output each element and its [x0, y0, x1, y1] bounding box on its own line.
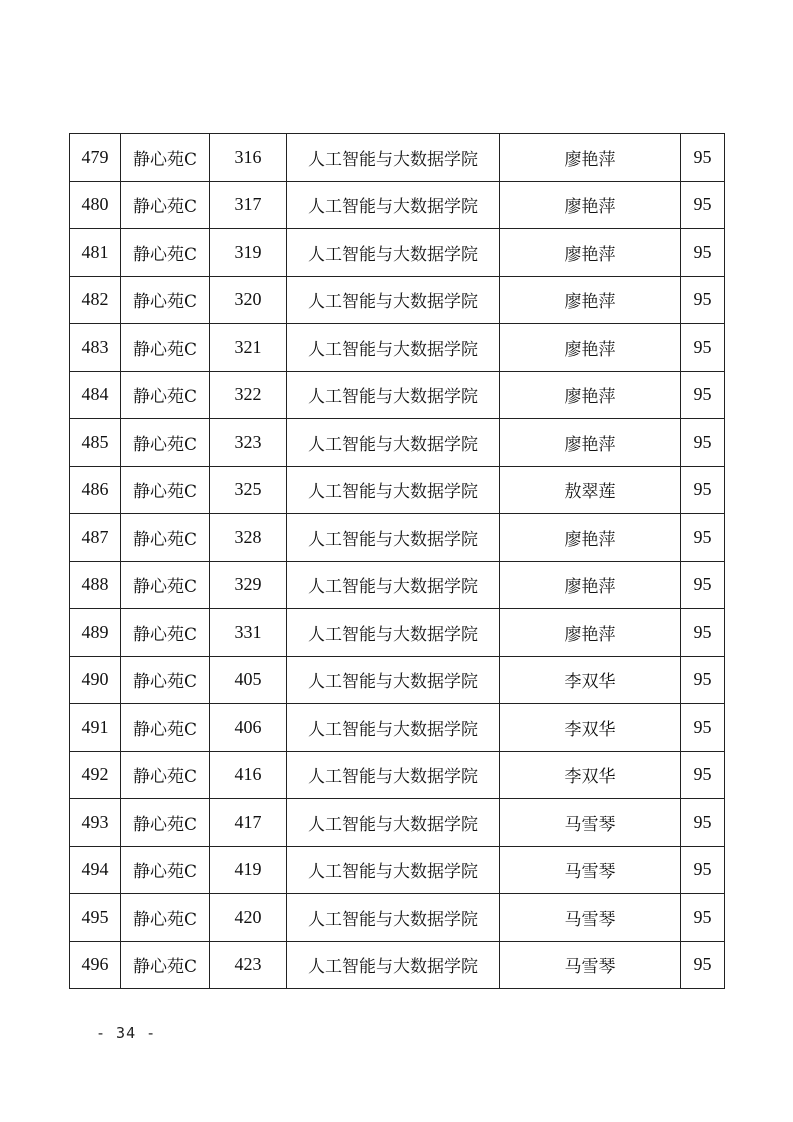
table-row: [70, 609, 725, 657]
counselor-cell: 马雪琴: [500, 941, 681, 989]
room-cell: 417: [210, 799, 287, 847]
score-cell: 95: [681, 561, 725, 609]
counselor-cell: 廖艳萍: [500, 229, 681, 277]
room-cell: 416: [210, 751, 287, 799]
row-number-cell: 494: [70, 846, 121, 894]
building-cell: 静心苑C: [121, 894, 210, 942]
room-cell: 406: [210, 704, 287, 752]
college-cell: 人工智能与大数据学院: [287, 609, 500, 657]
row-number-cell: 483: [70, 324, 121, 372]
building-cell: 静心苑C: [121, 846, 210, 894]
table-row: [70, 704, 725, 752]
college-cell: 人工智能与大数据学院: [287, 846, 500, 894]
room-cell: 316: [210, 134, 287, 182]
row-number-cell: 492: [70, 751, 121, 799]
score-cell: 95: [681, 609, 725, 657]
table-row: [70, 894, 725, 942]
counselor-cell: 廖艳萍: [500, 134, 681, 182]
table-row: [70, 371, 725, 419]
room-cell: 423: [210, 941, 287, 989]
college-cell: 人工智能与大数据学院: [287, 229, 500, 277]
room-cell: 321: [210, 324, 287, 372]
table-row: [70, 324, 725, 372]
counselor-cell: 廖艳萍: [500, 371, 681, 419]
score-cell: 95: [681, 134, 725, 182]
counselor-cell: 马雪琴: [500, 799, 681, 847]
room-cell: 331: [210, 609, 287, 657]
room-cell: 322: [210, 371, 287, 419]
score-cell: 95: [681, 941, 725, 989]
counselor-cell: 李双华: [500, 751, 681, 799]
score-cell: 95: [681, 229, 725, 277]
dormitory-score-table: [69, 133, 725, 989]
row-number-cell: 490: [70, 656, 121, 704]
building-cell: 静心苑C: [121, 941, 210, 989]
college-cell: 人工智能与大数据学院: [287, 419, 500, 467]
score-cell: 95: [681, 846, 725, 894]
counselor-cell: 廖艳萍: [500, 324, 681, 372]
building-cell: 静心苑C: [121, 466, 210, 514]
room-cell: 420: [210, 894, 287, 942]
score-cell: 95: [681, 371, 725, 419]
college-cell: 人工智能与大数据学院: [287, 561, 500, 609]
building-cell: 静心苑C: [121, 656, 210, 704]
college-cell: 人工智能与大数据学院: [287, 324, 500, 372]
score-cell: 95: [681, 324, 725, 372]
room-cell: 317: [210, 181, 287, 229]
counselor-cell: 廖艳萍: [500, 419, 681, 467]
college-cell: 人工智能与大数据学院: [287, 656, 500, 704]
score-cell: 95: [681, 181, 725, 229]
table-row: [70, 799, 725, 847]
building-cell: 静心苑C: [121, 799, 210, 847]
counselor-cell: 李双华: [500, 656, 681, 704]
table-row: [70, 466, 725, 514]
college-cell: 人工智能与大数据学院: [287, 371, 500, 419]
row-number-cell: 480: [70, 181, 121, 229]
college-cell: 人工智能与大数据学院: [287, 514, 500, 562]
building-cell: 静心苑C: [121, 514, 210, 562]
row-number-cell: 491: [70, 704, 121, 752]
table-row: [70, 846, 725, 894]
building-cell: 静心苑C: [121, 181, 210, 229]
score-cell: 95: [681, 894, 725, 942]
counselor-cell: 廖艳萍: [500, 514, 681, 562]
counselor-cell: 廖艳萍: [500, 276, 681, 324]
room-cell: 323: [210, 419, 287, 467]
score-cell: 95: [681, 514, 725, 562]
row-number-cell: 482: [70, 276, 121, 324]
score-cell: 95: [681, 656, 725, 704]
row-number-cell: 489: [70, 609, 121, 657]
row-number-cell: 479: [70, 134, 121, 182]
score-cell: 95: [681, 419, 725, 467]
table-row: [70, 941, 725, 989]
building-cell: 静心苑C: [121, 229, 210, 277]
score-cell: 95: [681, 799, 725, 847]
row-number-cell: 481: [70, 229, 121, 277]
row-number-cell: 485: [70, 419, 121, 467]
building-cell: 静心苑C: [121, 134, 210, 182]
table-row: [70, 751, 725, 799]
building-cell: 静心苑C: [121, 371, 210, 419]
table-row: [70, 561, 725, 609]
row-number-cell: 493: [70, 799, 121, 847]
row-number-cell: 484: [70, 371, 121, 419]
building-cell: 静心苑C: [121, 561, 210, 609]
counselor-cell: 马雪琴: [500, 846, 681, 894]
building-cell: 静心苑C: [121, 609, 210, 657]
table-row: [70, 134, 725, 182]
row-number-cell: 495: [70, 894, 121, 942]
counselor-cell: 廖艳萍: [500, 561, 681, 609]
table-row: [70, 229, 725, 277]
table-row: [70, 276, 725, 324]
counselor-cell: 廖艳萍: [500, 609, 681, 657]
table-row: [70, 419, 725, 467]
college-cell: 人工智能与大数据学院: [287, 799, 500, 847]
score-cell: 95: [681, 276, 725, 324]
table-body: [70, 134, 725, 989]
college-cell: 人工智能与大数据学院: [287, 466, 500, 514]
table-row: [70, 181, 725, 229]
building-cell: 静心苑C: [121, 324, 210, 372]
counselor-cell: 廖艳萍: [500, 181, 681, 229]
table-row: [70, 514, 725, 562]
counselor-cell: 李双华: [500, 704, 681, 752]
page-number: - 34 -: [96, 1024, 157, 1042]
building-cell: 静心苑C: [121, 419, 210, 467]
room-cell: 329: [210, 561, 287, 609]
row-number-cell: 496: [70, 941, 121, 989]
college-cell: 人工智能与大数据学院: [287, 276, 500, 324]
college-cell: 人工智能与大数据学院: [287, 894, 500, 942]
college-cell: 人工智能与大数据学院: [287, 181, 500, 229]
score-cell: 95: [681, 751, 725, 799]
room-cell: 319: [210, 229, 287, 277]
college-cell: 人工智能与大数据学院: [287, 751, 500, 799]
room-cell: 405: [210, 656, 287, 704]
row-number-cell: 486: [70, 466, 121, 514]
table-row: [70, 656, 725, 704]
room-cell: 325: [210, 466, 287, 514]
room-cell: 419: [210, 846, 287, 894]
building-cell: 静心苑C: [121, 751, 210, 799]
college-cell: 人工智能与大数据学院: [287, 941, 500, 989]
building-cell: 静心苑C: [121, 276, 210, 324]
score-cell: 95: [681, 466, 725, 514]
counselor-cell: 马雪琴: [500, 894, 681, 942]
room-cell: 328: [210, 514, 287, 562]
row-number-cell: 487: [70, 514, 121, 562]
building-cell: 静心苑C: [121, 704, 210, 752]
college-cell: 人工智能与大数据学院: [287, 704, 500, 752]
row-number-cell: 488: [70, 561, 121, 609]
counselor-cell: 敖翠莲: [500, 466, 681, 514]
college-cell: 人工智能与大数据学院: [287, 134, 500, 182]
score-cell: 95: [681, 704, 725, 752]
room-cell: 320: [210, 276, 287, 324]
